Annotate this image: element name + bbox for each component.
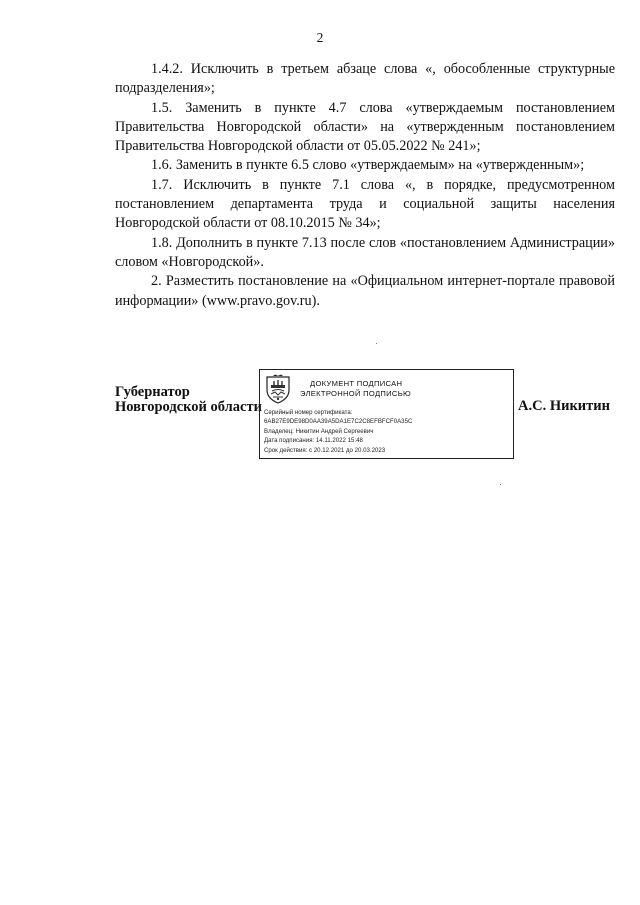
signatory-title-line-1: Губернатор [115,384,190,400]
stamp-heading-line-1: ДОКУМЕНТ ПОДПИСАН [310,379,403,388]
electronic-signature-stamp [259,369,514,459]
signed-date: Дата подписания: 14.11.2022 15:48 [264,437,363,445]
validity-period: Срок действия: с 20.12.2021 до 20.03.2023 [264,446,386,454]
paragraph-1-7: 1.7. Исключить в пункте 7.1 слова «, в порядке, предусмотренном постановлением департамента труда и социальной защиты населения Новгородской области от 08.10.2015 № 34»; [115,176,615,232]
signatory-title-line-2: Новгородской области [115,398,262,415]
scan-speck [376,343,377,344]
stamp-heading-line-2: ЭЛЕКТРОННОЙ ПОДПИСЬЮ [300,389,411,398]
cert-owner: Владелец: Никитин Андрей Сергеевич [264,427,374,435]
paragraph-1-5: 1.5. Заменить в пункте 4.7 слова «утверждаемым постановлением Правительства Новгородской области» на «утвержденным постановлением Правительства Новгородской области от 05.05.2022 № 241»; [115,99,615,155]
stamp-heading [300,379,450,399]
cert-label: Серийный номер сертификата: [264,409,353,416]
paragraph-1-8: 1.8. Дополнить в пункте 7.13 после слов «постановлением Администрации» словом «Новгородской». [115,234,615,270]
scan-speck [500,484,501,485]
paragraph-2: 2. Разместить постановление на «Официальном интернет-портале правовой информации» (www.pravo.gov.ru). [115,273,615,309]
stamp-details [264,408,512,455]
signatory-title [115,385,262,414]
page-number: 2 [316,30,324,45]
coat-of-arms-icon [265,374,291,404]
cert-number: 6AB27E9DE98D0AA39A5DA1E7C2C8EFBFCF0A35C [264,418,413,426]
signatory-name: А.С. Никитин [518,398,610,414]
paragraph-1-6: 1.6. Заменить в пункте 6.5 слово «утверждаемым» на «утвержденным»; [151,157,585,174]
document-body [115,60,615,311]
paragraph-1-4-2: 1.4.2. Исключить в третьем абзаце слова «, обособленные структурные подразделения»; [115,61,615,97]
